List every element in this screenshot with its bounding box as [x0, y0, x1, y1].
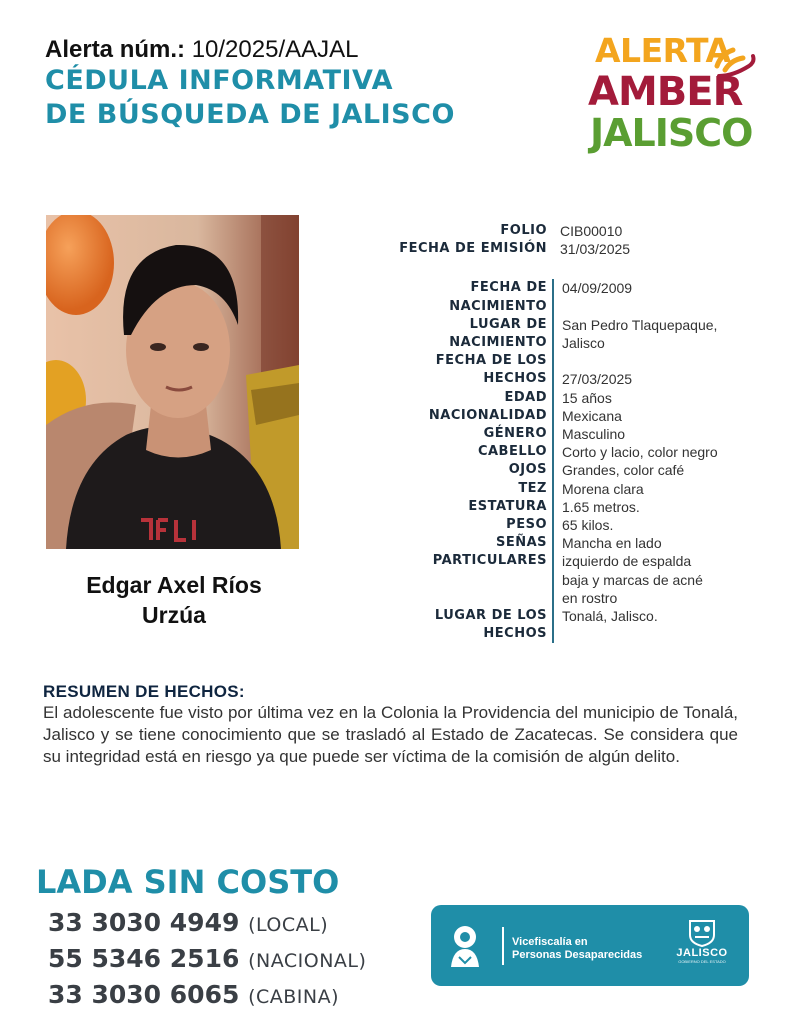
- folio-value: CIB00010: [560, 223, 623, 239]
- detail-value: Jalisco: [552, 334, 767, 352]
- detail-row: [345, 389, 775, 407]
- detail-row: [345, 425, 775, 443]
- detail-label: HECHOS: [483, 371, 547, 387]
- phone-number: 55 5346 2516: [48, 944, 240, 973]
- detail-value: Mexicana: [552, 407, 767, 425]
- detail-value: izquierdo de espalda: [552, 552, 767, 570]
- phone-cabina[interactable]: [48, 978, 366, 1014]
- detail-value: baja y marcas de acné: [552, 571, 767, 589]
- jalisco-name: JALISCO: [676, 947, 728, 959]
- summary-heading: RESUMEN DE HECHOS:: [43, 682, 245, 701]
- detail-label: PARTICULARES: [432, 553, 547, 569]
- phone-type: (LOCAL): [248, 914, 329, 936]
- detail-label: ESTATURA: [468, 498, 547, 514]
- vicefiscalia-badge: [431, 905, 749, 986]
- alert-number: 10/2025/AAJAL: [191, 36, 359, 63]
- detail-row: [345, 552, 775, 570]
- detail-value: 15 años: [552, 389, 767, 407]
- detail-label: CABELLO: [477, 444, 547, 460]
- detail-row: [345, 279, 775, 297]
- phone-type: (CABINA): [248, 986, 340, 1008]
- detail-value: Masculino: [552, 425, 767, 443]
- jalisco-government-logo: [671, 917, 733, 965]
- detail-label: EDAD: [504, 389, 547, 405]
- detail-value: [552, 352, 767, 370]
- detail-row: [345, 370, 775, 388]
- detail-row: [345, 589, 775, 607]
- toll-free-heading: LADA SIN COSTO: [36, 863, 340, 901]
- summary-section: [43, 682, 738, 768]
- document-title-line1: CÉDULA INFORMATIVA: [45, 65, 394, 96]
- detail-row: [345, 498, 775, 516]
- vicefiscalia-text: [512, 936, 642, 962]
- emission-date-label: FECHA DE EMISIÓN: [399, 241, 547, 257]
- missing-person-name: [40, 570, 308, 630]
- detail-label: GÉNERO: [483, 426, 547, 442]
- detail-row: [345, 625, 775, 643]
- summary-text: El adolescente fue visto por última vez en la Colonia la Providencia del municipio de Tonalá, Jalisco y se tiene conocimiento que se trasladó al Estado de Zacatecas. Se considera que su integridad está en riesgo ya que puede ser víctima de la comisión de algún delito.: [43, 703, 738, 766]
- badge-divider: [502, 927, 504, 965]
- vicefiscalia-line2: Personas Desaparecidas: [512, 949, 643, 961]
- phone-number: 33 3030 4949: [48, 908, 240, 937]
- jalisco-crest-icon: [686, 917, 718, 947]
- alerta-amber-jalisco-logo: [585, 31, 755, 159]
- detail-row: [345, 443, 775, 461]
- logo-word-jalisco: JALISCO: [590, 111, 753, 155]
- detail-value: Corto y lacio, color negro: [552, 443, 767, 461]
- detail-value: San Pedro Tlaquepaque,: [552, 316, 767, 334]
- detail-label: SEÑAS: [495, 535, 547, 551]
- detail-row: [345, 352, 775, 370]
- detail-label: FECHA DE: [470, 280, 547, 296]
- phone-type: (NACIONAL): [248, 950, 367, 972]
- missing-person-photo: [46, 215, 299, 549]
- detail-value: Mancha en lado: [552, 534, 767, 552]
- detail-value: 1.65 metros.: [552, 498, 767, 516]
- detail-value: Morena clara: [552, 480, 767, 498]
- detail-value: Tonalá, Jalisco.: [552, 607, 767, 625]
- document-title-line2: DE BÚSQUEDA DE JALISCO: [45, 99, 455, 130]
- detail-row: [345, 334, 775, 352]
- logo-word-amber: AMBER: [588, 69, 743, 115]
- detail-label: [345, 589, 552, 607]
- alert-number-line: [45, 36, 515, 64]
- vicefiscalia-line1: Vicefiscalía en: [512, 936, 588, 948]
- detail-value: [552, 625, 767, 643]
- detail-value: 65 kilos.: [552, 516, 767, 534]
- detail-label: NACIMIENTO: [449, 335, 547, 351]
- detail-row: [345, 298, 775, 316]
- folio-row: [345, 222, 775, 240]
- person-name-line2: Urzúa: [142, 602, 206, 628]
- detail-label: PESO: [506, 517, 547, 533]
- phone-number: 33 3030 6065: [48, 980, 240, 1009]
- detail-value: 27/03/2025: [552, 370, 767, 388]
- emission-date-row: [345, 240, 775, 258]
- detail-label: OJOS: [508, 462, 547, 478]
- detail-row: [345, 607, 775, 625]
- detail-rows: [345, 279, 775, 643]
- detail-row: [345, 534, 775, 552]
- detail-label: LUGAR DE: [469, 316, 547, 332]
- document-meta: [345, 222, 775, 258]
- detail-label: LUGAR DE LOS: [434, 608, 547, 624]
- detail-row: [345, 407, 775, 425]
- detail-row: [345, 461, 775, 479]
- detail-value: [552, 298, 767, 316]
- detail-label: TEZ: [518, 480, 547, 496]
- vicefiscalia-emblem-icon: [445, 923, 485, 969]
- phone-list: [48, 906, 366, 1014]
- detail-value: Grandes, color café: [552, 461, 767, 479]
- detail-value: 04/09/2009: [552, 279, 767, 297]
- person-details: [345, 222, 775, 643]
- broadcast-waves-icon: [713, 36, 757, 80]
- jalisco-subtitle: GOBIERNO DEL ESTADO: [678, 959, 726, 964]
- logo-word-alerta: ALERTA: [595, 31, 731, 70]
- detail-label: NACIMIENTO: [449, 298, 547, 314]
- phone-nacional[interactable]: [48, 942, 366, 978]
- person-name-line1: Edgar Axel Ríos: [86, 572, 262, 598]
- detail-row: [345, 316, 775, 334]
- detail-label: HECHOS: [483, 626, 547, 642]
- detail-label: NACIONALIDAD: [428, 407, 547, 423]
- detail-row: [345, 516, 775, 534]
- header: [45, 36, 515, 132]
- folio-label: FOLIO: [500, 223, 547, 238]
- emission-date-value: 31/03/2025: [560, 241, 631, 258]
- detail-label: FECHA DE LOS: [435, 353, 547, 369]
- alert-number-label: Alerta núm.:: [45, 36, 186, 63]
- phone-local[interactable]: [48, 906, 366, 942]
- detail-label: [345, 571, 552, 589]
- detail-row: [345, 480, 775, 498]
- detail-value: en rostro: [552, 589, 767, 607]
- detail-row: [345, 571, 775, 589]
